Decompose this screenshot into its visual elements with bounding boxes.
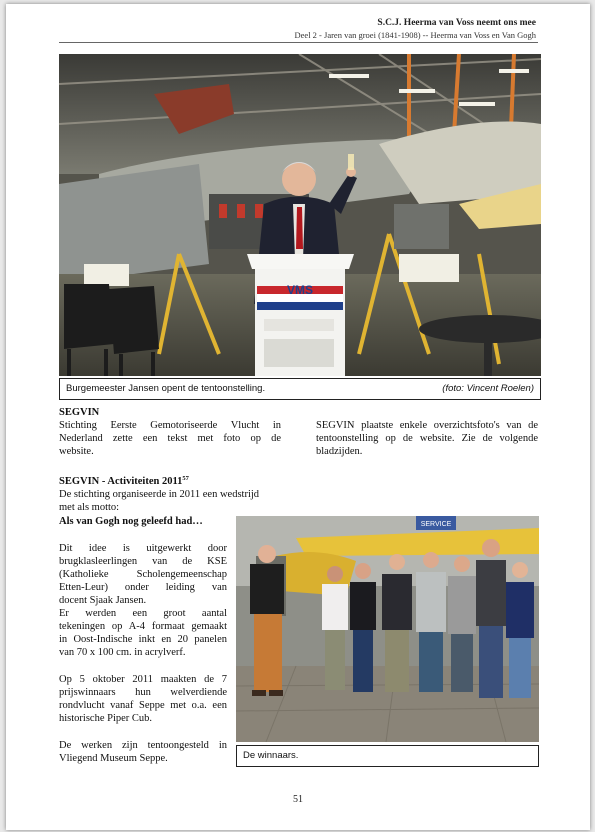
winners-photo <box>236 516 539 742</box>
page-number: 51 <box>293 794 303 805</box>
header-rule <box>59 42 538 43</box>
para2-line-3: in Oost-Indische inkt en 20 panelen <box>59 634 227 645</box>
segvin-left-line-2: Nederland zette een tekst met foto op de <box>59 433 281 444</box>
segvin-right-line-2: tentoonstelling op de website. Zie de volgende <box>316 433 538 444</box>
para1-line-3: (Katholieke Scholengemeenschap <box>59 569 227 580</box>
activities-intro-line-2: met als motto: <box>59 502 120 513</box>
segvin-heading: SEGVIN <box>59 407 100 418</box>
running-header-title: S.C.J. Heerma van Voss neemt ons mee <box>377 18 536 28</box>
para3-line-1: Op 5 oktober 2011 maakten de 7 <box>59 674 227 685</box>
winners-caption-box <box>236 745 539 767</box>
para2-line-1: Er werden een groot aantal <box>59 608 227 619</box>
segvin-left-line-3: website. <box>59 446 94 457</box>
service-sign-text: SERVICE <box>420 521 452 528</box>
segvin-right-line-3: bladzijden. <box>316 446 363 457</box>
para1-line-1: Dit idee is uitgewerkt door <box>59 543 227 554</box>
photo-caption-box <box>59 378 541 400</box>
running-header-subtitle: Deel 2 - Jaren van groei (1841-1908) -- Heerma van Voss en Van Gogh <box>294 30 536 40</box>
para2-line-2: tekeningen op A-4 formaat gemaakt <box>59 621 227 632</box>
segvin-left-line-1: Stichting Eerste Gemotoriseerde Vlucht in <box>59 420 281 431</box>
activities-intro-line-1: De stichting organiseerde in 2011 een wedstrijd <box>59 489 260 500</box>
para4-line-2: Vliegend Museum Seppe. <box>59 753 168 764</box>
para1-line-4: Etten-Leur) onder leiding van <box>59 582 227 593</box>
photo-caption: Burgemeester Jansen opent de tentoonstelling. <box>66 383 266 394</box>
segvin-right-line-1: SEGVIN plaatste enkele overzichtsfoto's van de <box>316 420 538 431</box>
activities-heading-text: SEGVIN - Activiteiten 2011 <box>59 476 183 487</box>
exhibition-opening-photo <box>59 54 541 376</box>
para2-line-4: van 70 x 100 cm. in acrylverf. <box>59 647 186 658</box>
footnote-ref: 57 <box>182 475 189 482</box>
para1-line-2: brugklasleerlingen van de KSE <box>59 556 227 567</box>
document-page <box>6 4 590 830</box>
competition-motto: Als van Gogh nog geleefd had… <box>59 516 203 527</box>
para3-line-4: historische Piper Cub. <box>59 713 153 724</box>
lectern-sign-text: VMS <box>286 283 314 297</box>
para3-line-2: prijswinnaars hun welverdiende <box>59 687 227 698</box>
winners-caption: De winnaars. <box>243 750 299 761</box>
activities-heading <box>59 475 189 488</box>
para3-line-3: rondvlucht vanaf Seppe met o.a. een <box>59 700 227 711</box>
para1-line-5: docent Sjaak Jansen. <box>59 595 147 606</box>
para4-line-1: De werken zijn tentoongesteld in <box>59 740 227 751</box>
photo-credit: (foto: Vincent Roelen) <box>442 383 534 394</box>
